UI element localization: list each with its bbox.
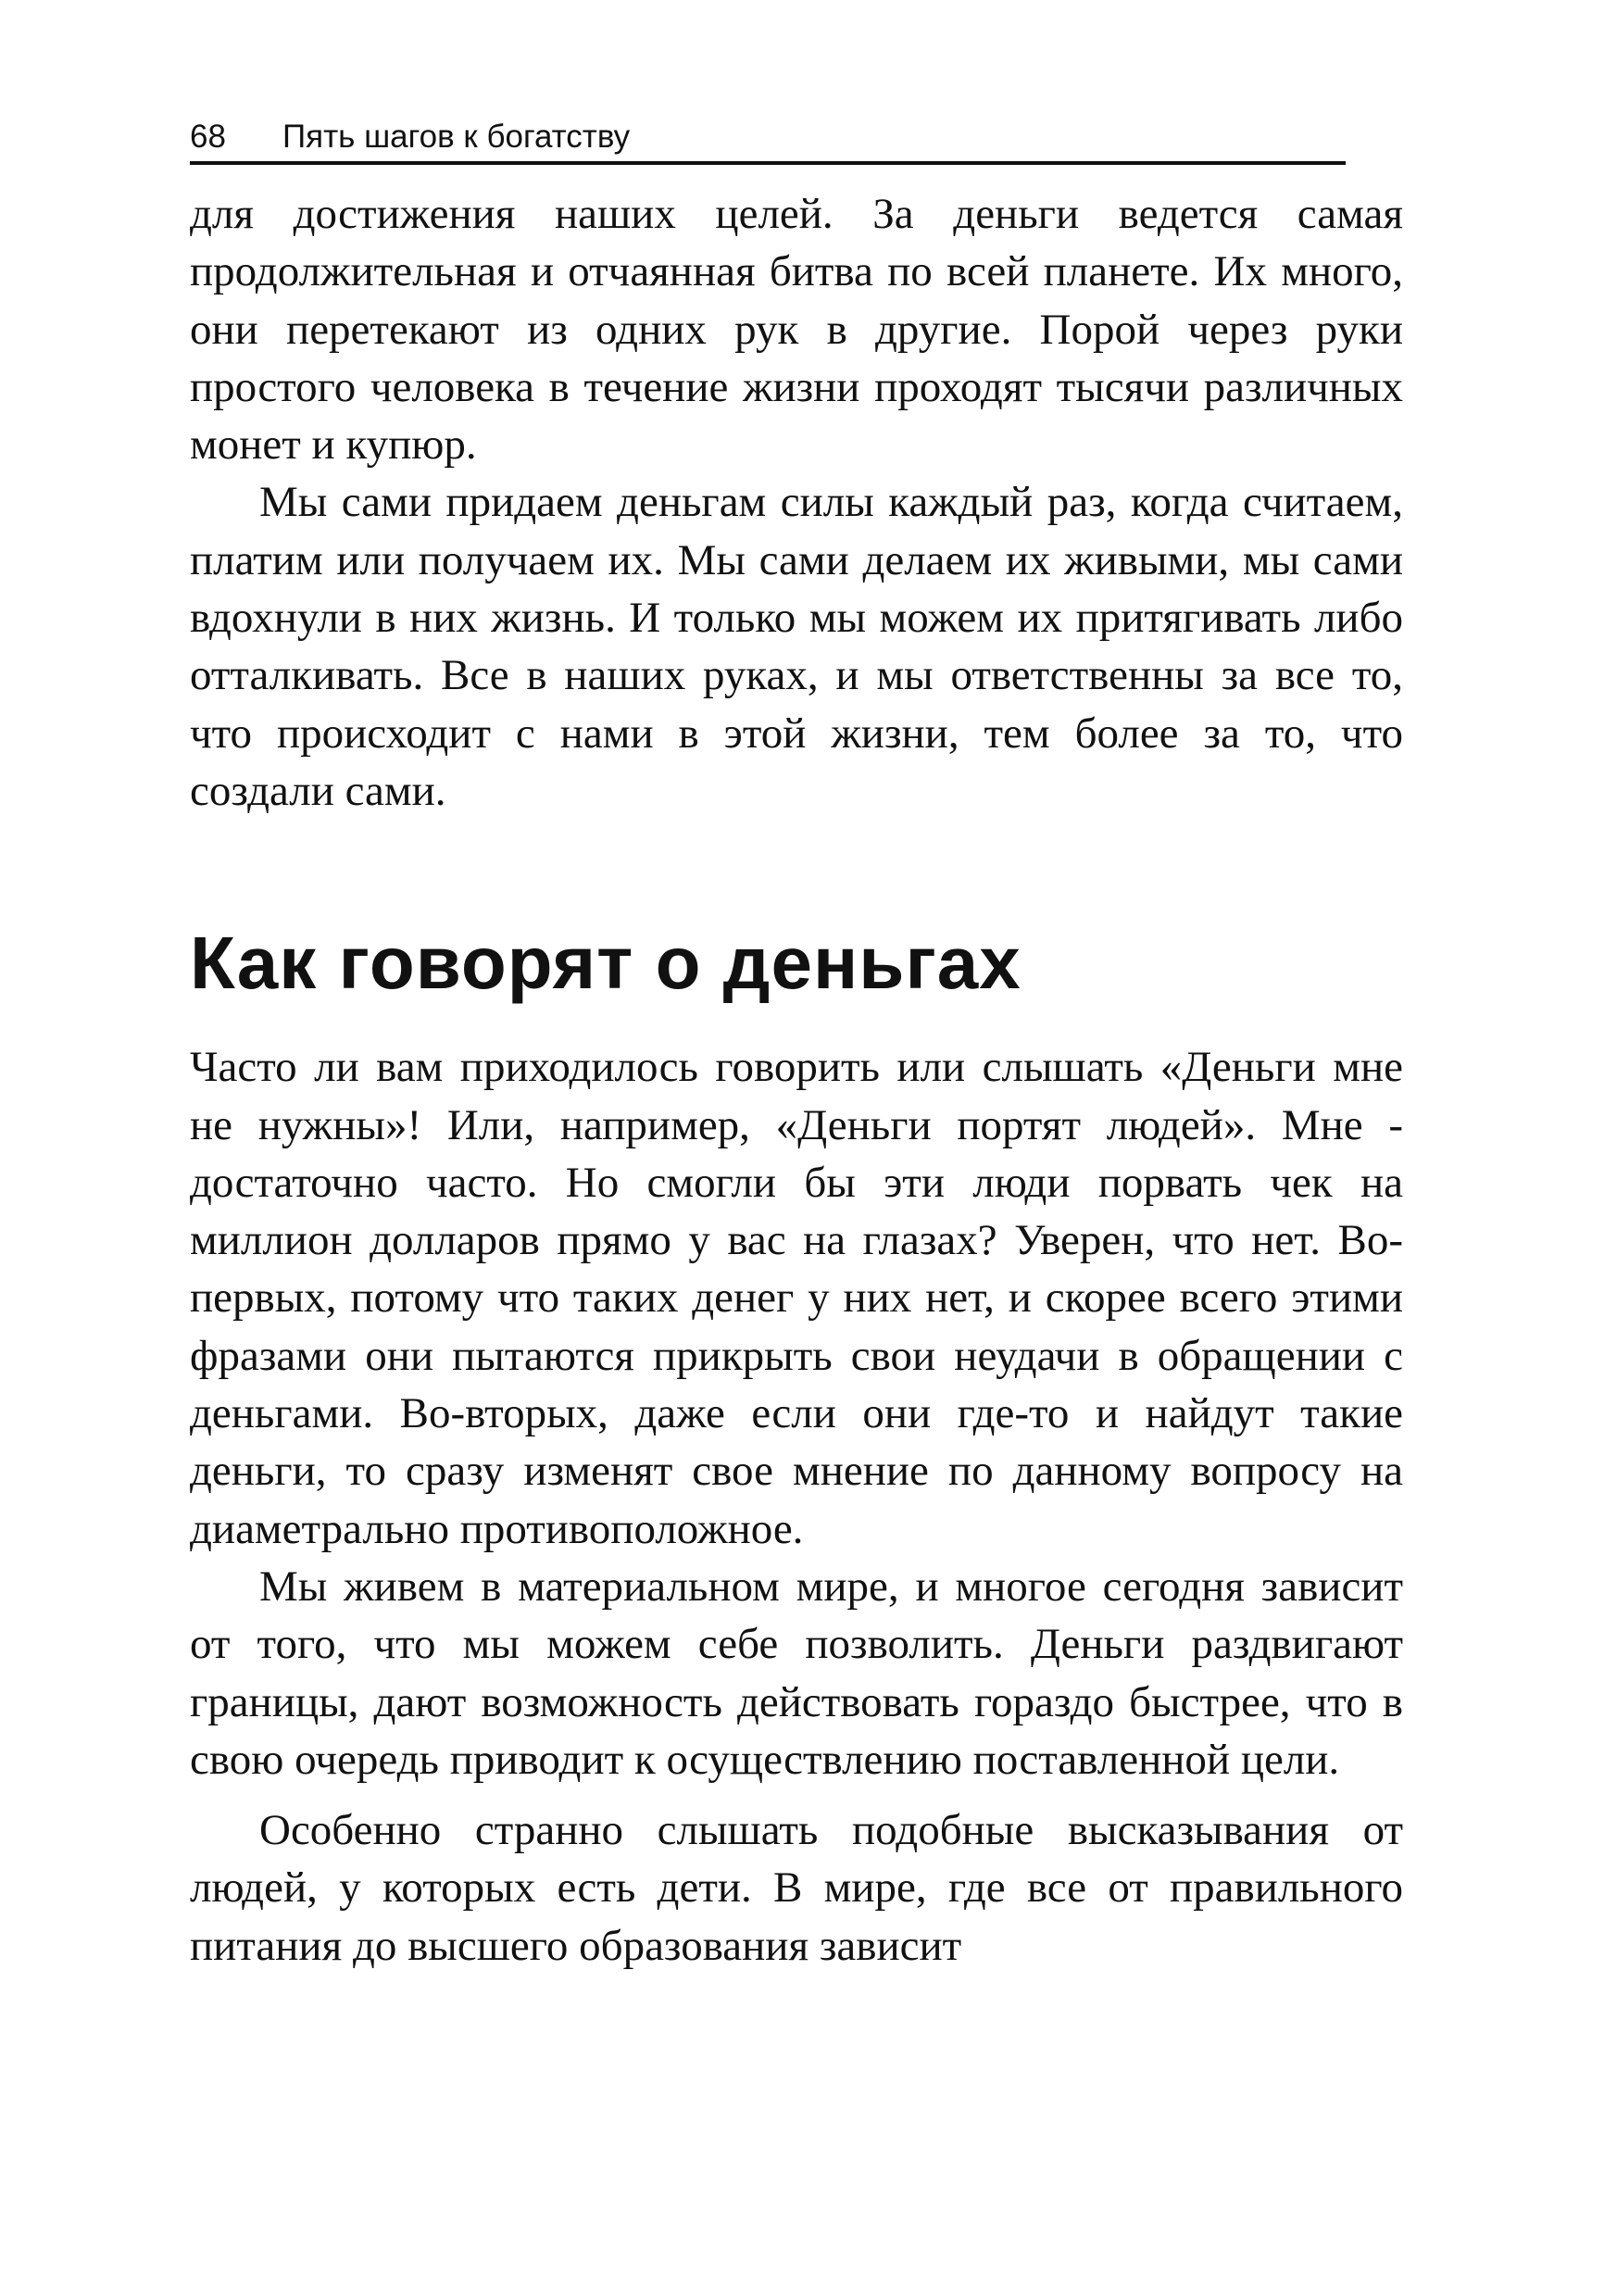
paragraph: Часто ли вам приходилось говорить или слышать «Деньги мне не нужны»! Или, например, «Деньги портят людей». Мне - достаточно часто. Но смогли бы эти люди порвать чек на миллион долларов прямо у вас на глазах? Уверен, что нет. Во-первых, потому что таких денег у них нет, и скорее всего этими фразами они пытаются прикрыть свои неудачи в обращении с деньгами. Во-вторых, даже если они где-то и найдут такие деньги, то сразу изменят свое мнение по данному вопросу на диаметрально противоположное.	[190, 1043, 1403, 1553]
book-title: Пять шагов к богатству	[282, 119, 631, 155]
paragraph-continued: для достижения наших целей. За деньги ведется самая продолжительная и отчаянная битва по всей планете. Их много, они перетекают из одних рук в другие. Порой через руки простого человека в течение жизни проходят тысячи различных монет и купюр.	[190, 190, 1403, 470]
section-heading: Как говорят о деньгах	[190, 922, 1022, 1005]
page-number: 68	[190, 119, 226, 155]
paragraph: Мы сами придаем деньгам силы каждый раз, когда считаем, платим или получаем их. Мы сами делаем их живыми, мы сами вдохнули в них жизнь. И только мы можем их притягивать либо отталкивать. Все в наших руках, и мы ответственны за все то, что происходит с нами в этой жизни, тем более за то, что создали сами.	[190, 478, 1403, 815]
paragraph: Особенно странно слышать подобные высказывания от людей, у которых есть дети. В мире, где все от правильного питания до высшего образования зависит	[190, 1806, 1403, 1970]
paragraph: Мы живем в материальном мире, и многое сегодня зависит от того, что мы можем себе позволить. Деньги раздвигают границы, дают возможность действовать гораздо быстрее, что в свою очередь приводит к осуществлению поставленной цели.	[190, 1562, 1403, 1784]
running-header	[190, 113, 1346, 165]
page-body	[190, 185, 1403, 1975]
